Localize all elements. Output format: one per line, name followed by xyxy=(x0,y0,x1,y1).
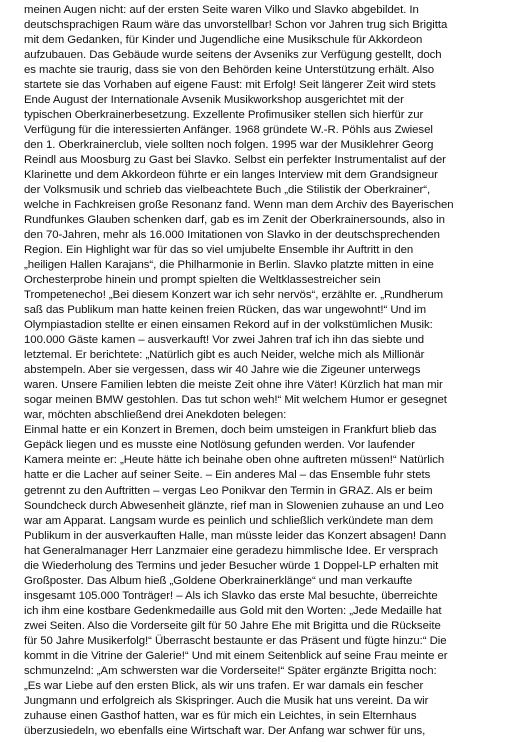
text-line: waren. Unsere Familien lebten die meiste Zeit ohne ihre Väter! Kürzlich hat man mir xyxy=(24,379,443,392)
text-line: Gepäck liegen und es musste eine Notlösung gefunden werden. Vor laufender xyxy=(24,439,415,452)
text-line: deutschsprachigen Raum wäre das unvorstellbar! Schon vor Jahren trug sich Brigitta xyxy=(24,19,448,32)
text-line: Rundfunkes Glauben schenken darf, gab es im Zenit der Oberkrainersounds, also in xyxy=(24,214,445,227)
text-line: typischen Oberkrainerbesetzung. Exzellente Profimusiker stellen sich hierfür zur xyxy=(24,109,424,122)
text-line: es machte sie traurig, dass sie von den Behörden keine Unterstützung erhält. Also xyxy=(24,64,435,77)
text-line: Einmal hatte er ein Konzert in Bremen, doch beim umsteigen in Frankfurt blieb das xyxy=(24,424,437,437)
text-line: Reindl aus Moosburg zu Gast bei Slavko. Selbst ein perfekter Instrumentalist auf der xyxy=(24,154,446,167)
text-line: hat Generalmanager Herr Lanzmaier eine geradezu himmlische Idee. Er versprach xyxy=(24,544,439,557)
text-line: Orchesterprobe hinein und prompt spielten die Weltklassestreicher sein xyxy=(24,274,381,287)
text-line: war am Apparat. Langsam wurde es peinlich und schließlich verkündete man dem xyxy=(24,514,434,527)
text-line: sogar meinen BMW gestohlen. Das tut schon weh!“ Mit welchem Humor er gesegnet xyxy=(24,394,447,407)
text-line: Region. Ein Highlight war für das so viel umjubelte Ensemble ihr Auftritt in den xyxy=(24,244,414,257)
text-line: Kamera meinte er: „Heute hätte ich beinahe oben ohne auftreten müssen!“ Natürlich xyxy=(24,454,445,467)
text-line: „heiligen Hallen Karajans“, die Philharmonie in Berlin. Slavko platzte mitten in eine xyxy=(24,259,434,272)
text-line: ich ihm eine kostbare Gedenkmedaille aus Gold mit den Worten: „Jede Medaille hat xyxy=(24,604,442,617)
text-line: getrennt zu den Auftritten – vergas Leo Ponikvar den Termin in GRAZ. Als er beim xyxy=(24,484,433,497)
text-line: Klarinette und dem Akkordeon führte er ein langes Interview mit dem Grandsigneur xyxy=(24,169,438,182)
text-line: startete sie das Vorhaben auf eigene Faust: mit Erfolg! Seit längerer Zeit wird stets xyxy=(24,79,436,92)
text-line: saß das Publikum man hatte keinen freien Rücken, das war ungewohnt!“ Und im xyxy=(24,304,427,317)
text-line: überzusiedeln, wo ebenfalls eine Wirtschaft war. Der Anfang war schwer für uns, xyxy=(24,724,426,737)
text-line: zuhause einen Gasthof hatten, war es für mich ein Leichtes, in sein Elternhaus xyxy=(24,709,417,722)
text-line: hatte er die Lacher auf seiner Seite. – Ein anderes Mal – das Ensemble fuhr stets xyxy=(24,469,431,482)
text-line: welche in Fachkreisen große Resonanz fand. Wenn man dem Archiv des Bayerischen xyxy=(24,199,454,212)
text-line: den 70-Jahren, mehr als 16.000 Imitationen von Slavko in der deutschsprechenden xyxy=(24,229,440,242)
text-line: Trompetenecho! „Bei diesem Konzert war ich sehr nervös“, erzählte er. „Rundherum xyxy=(24,289,444,302)
text-line: mit dem Gedanken, für Kinder und Jugendliche eine Musikschule für Akkordeon xyxy=(24,34,423,47)
body-text xyxy=(24,3,493,739)
text-line: Ende August der Internationale Avsenik Musikworkshop ausgerichtet mit der xyxy=(24,94,404,107)
text-line: Olympiastadion stellte er einen einsamen Rekord auf in der volkstümlichen Musik: xyxy=(24,319,433,332)
text-line: 100.000 Gäste kamen – ausverkauft! Vor zwei Jahren traf ich ihn das siebte und xyxy=(24,334,425,347)
text-line: „Es war Liebe auf den ersten Blick, als wir uns trafen. Er war damals ein fescher xyxy=(24,679,424,692)
text-line: die Wiederholung des Termins und jeder Besucher würde 1 Doppel-LP erhalten mit xyxy=(24,559,439,572)
text-line: Verfügung für die interessierten Anfänger. 1968 gründete W.-R. Pöhls aus Zwiesel xyxy=(24,124,433,137)
text-line: schmunzelnd: „Am schwersten war die Vorderseite!“ Später ergänzte Brigitta noch: xyxy=(24,664,437,677)
text-line: Jungmann und erfolgreich als Skispringer. Auch die Musik hat uns vereint. Da wir xyxy=(24,694,429,707)
text-line: war, möchten abschließend drei Anekdoten belegen: xyxy=(24,409,287,422)
text-line: letztemal. Er berichtete: „Natürlich gibt es auch Neider, welche mich als Millionär xyxy=(24,349,425,362)
text-line: für 50 Jahre Musikerfolg!“ Überrascht bestaunte er das Präsent und fügte hinzu:“ Die xyxy=(24,634,447,647)
text-line: der Volksmusik und schrieb das vielbeachtete Buch „die Stilistik der Oberkrainer“, xyxy=(24,184,431,197)
text-line: abstempeln. Aber sie vergessen, dass wir 40 Jahre wie die Zigeuner unterwegs xyxy=(24,364,421,377)
text-line: Publikum in der ausverkauften Halle, man müsste leider das Konzert absagen! Dann xyxy=(24,529,447,542)
text-line: meinen Augen nicht: auf der ersten Seite waren Vilko und Slavko abgebildet. In xyxy=(24,4,419,16)
text-line: aufzubauen. Das Gebäude wurde seitens der Avseniks zur Verfügung gestellt, doch xyxy=(24,49,442,62)
text-line: Soundcheck durch Abwesenheit glänzte, rief man in Slowenien zuhause an und Leo xyxy=(24,499,444,512)
text-line: insgesamt 105.000 Tonträger! – Als ich Slavko das erste Mal besuchte, überreichte xyxy=(24,589,438,602)
text-line: zwei Seiten. Also die Vorderseite gilt für 50 Jahre Ehe mit Brigitta und die Rückseite xyxy=(24,619,441,632)
text-line: Großposter. Das Album hieß „Goldene Oberkrainerklänge“ und man verkaufte xyxy=(24,574,413,587)
text-line: kommt in die Vitrine der Galerie!“ Und mit einem Seitenblick auf seine Frau meinte er xyxy=(24,649,448,662)
text-line: den 1. Oberkrainerclub, viele sollten noch folgen. 1995 war der Musiklehrer Georg xyxy=(24,139,434,152)
